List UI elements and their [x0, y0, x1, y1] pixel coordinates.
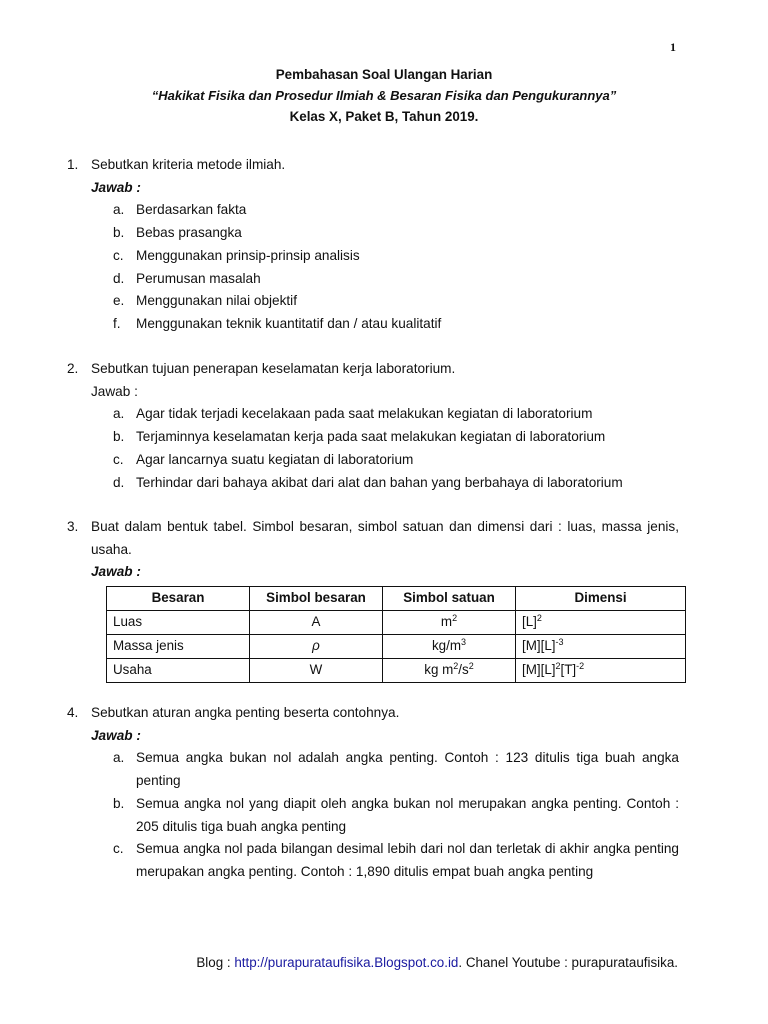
- cell-besaran: Massa jenis: [107, 635, 250, 659]
- question-number: 3.: [67, 519, 79, 534]
- list-item: b. Terjaminnya keselamatan kerja pada saat melakukan kegiatan di laboratorium: [113, 429, 606, 445]
- cell-satuan: $m^2$: [383, 611, 516, 635]
- answer-list: [91, 747, 679, 883]
- cell-simbol: W: [250, 659, 383, 683]
- list-item: b. Bebas prasangka: [113, 225, 242, 241]
- column-header: Dimensi: [516, 587, 686, 611]
- cell-satuan: kg $m^2/s^2$: [383, 659, 516, 683]
- question-text: Sebutkan tujuan penerapan keselamatan kerja laboratorium.: [91, 361, 456, 376]
- cell-besaran: Usaha: [107, 659, 250, 683]
- answer-table: [106, 586, 686, 683]
- column-header: Simbol besaran: [250, 587, 383, 611]
- cell-satuan: $kg/m^3$: [383, 635, 516, 659]
- footer: [0, 955, 678, 970]
- table-row: [107, 635, 686, 659]
- answer-label: Jawab :: [91, 179, 141, 195]
- column-header: Simbol satuan: [383, 587, 516, 611]
- cell-simbol: ρ: [250, 635, 383, 659]
- cell-dimensi: $[M][L]^{-3}$: [516, 635, 686, 659]
- table-row: [107, 659, 686, 683]
- question-4: [67, 702, 679, 884]
- answer-list: [91, 199, 679, 335]
- question-3: [67, 516, 679, 683]
- list-item: b. Semua angka nol yang diapit oleh angka bukan nol merupakan angka penting. Contoh : 205 ditulis tiga buah angka penting: [113, 795, 679, 834]
- list-item: d. Perumusan masalah: [113, 270, 261, 286]
- list-item: c. Menggunakan prinsip-prinsip analisis: [113, 247, 360, 263]
- cell-besaran: Luas: [107, 611, 250, 635]
- document-subtitle: “Hakikat Fisika dan Prosedur Ilmiah & Besaran Fisika dan Pengukurannya”: [151, 88, 617, 103]
- page-number: 1: [670, 40, 676, 54]
- question-text: Sebutkan kriteria metode ilmiah.: [91, 157, 286, 172]
- answer-label: Jawab :: [91, 564, 141, 580]
- column-header: Besaran: [107, 587, 250, 611]
- answer-label: Jawab :: [91, 727, 141, 743]
- list-item: d. Terhindar dari bahaya akibat dari alat dan bahan yang berbahaya di laboratorium: [113, 474, 623, 490]
- question-text: Sebutkan aturan angka penting beserta contohnya.: [91, 705, 400, 720]
- table-header-row: [107, 587, 686, 611]
- list-item: c. Semua angka nol pada bilangan desimal lebih dari nol dan terletak di akhir angka penting merupakan angka penting. Contoh : 1,890 ditulis empat buah angka penting: [113, 841, 679, 879]
- list-item: a. Agar tidak terjadi kecelakaan pada saat melakukan kegiatan di laboratorium: [113, 406, 593, 422]
- blog-link[interactable]: http://purapurataufisika.Blogspot.co.id: [234, 955, 459, 970]
- cell-dimensi: $[L]^2$: [516, 611, 686, 635]
- list-item: a. Semua angka bukan nol adalah angka penting. Contoh : 123 ditulis tiga buah angka penting: [113, 750, 679, 789]
- list-item: e. Menggunakan nilai objektif: [113, 293, 297, 309]
- channel-text: . Chanel Youtube : purapurataufisika.: [458, 955, 678, 970]
- question-number: 1.: [67, 157, 79, 172]
- question-text: Buat dalam bentuk tabel. Simbol besaran, simbol satuan dan dimensi dari : luas, massa jenis, usaha.: [91, 519, 679, 557]
- document-title: Pembahasan Soal Ulangan Harian: [275, 67, 493, 82]
- question-1: [67, 154, 679, 336]
- blog-label: Blog :: [196, 955, 235, 970]
- answer-label: Jawab :: [91, 383, 138, 399]
- cell-simbol: A: [250, 611, 383, 635]
- list-item: a. Berdasarkan fakta: [113, 202, 247, 218]
- question-number: 4.: [67, 705, 79, 720]
- table-row: [107, 611, 686, 635]
- list-item: c. Agar lancarnya suatu kegiatan di laboratorium: [113, 451, 414, 467]
- cell-dimensi: $[M][L]^2[T]^{-2}$: [516, 659, 686, 683]
- question-2: [67, 358, 679, 494]
- list-item: f. Menggunakan teknik kuantitatif dan / atau kualitatif: [113, 315, 442, 331]
- answer-list: [91, 403, 679, 494]
- question-number: 2.: [67, 361, 79, 376]
- class-info: Kelas X, Paket B, Tahun 2019.: [289, 109, 479, 124]
